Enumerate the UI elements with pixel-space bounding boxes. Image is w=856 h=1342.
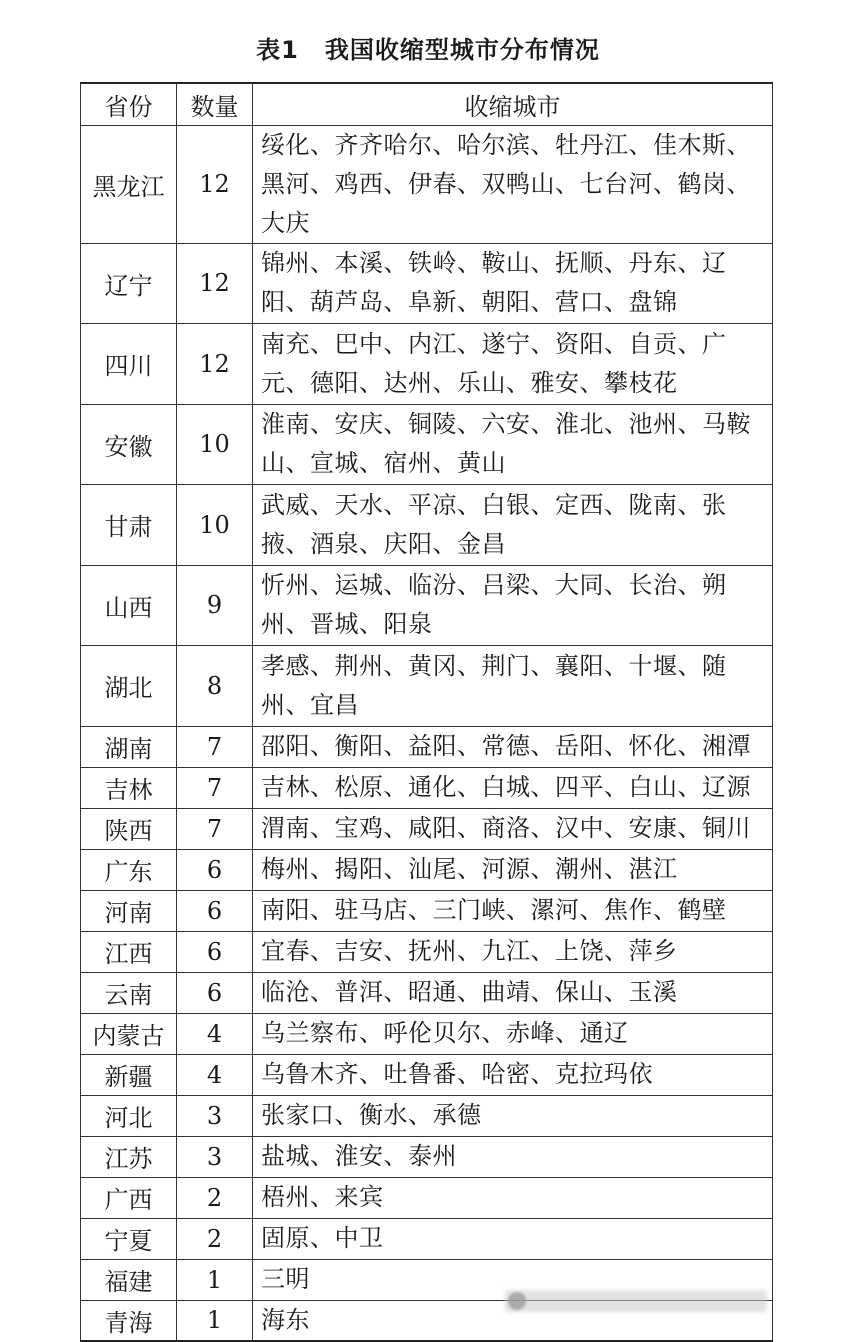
province-cell: 内蒙古 bbox=[81, 1013, 177, 1054]
table-body bbox=[81, 125, 773, 1341]
cities-cell: 忻州、运城、临汾、吕梁、大同、长治、朔州、晋城、阳泉 bbox=[253, 565, 773, 646]
table-row bbox=[81, 243, 773, 324]
province-cell: 陕西 bbox=[81, 808, 177, 849]
province-cell: 湖南 bbox=[81, 726, 177, 767]
province-cell: 青海 bbox=[81, 1300, 177, 1341]
cities-cell: 孝感、荆州、黄冈、荆门、襄阳、十堰、随州、宜昌 bbox=[253, 646, 773, 727]
table-row bbox=[81, 726, 773, 767]
cities-cell: 乌鲁木齐、吐鲁番、哈密、克拉玛依 bbox=[253, 1054, 773, 1095]
table-row bbox=[81, 767, 773, 808]
count-cell: 8 bbox=[177, 646, 253, 727]
count-cell: 1 bbox=[177, 1259, 253, 1300]
table-row bbox=[81, 646, 773, 727]
count-cell: 4 bbox=[177, 1054, 253, 1095]
province-cell: 广西 bbox=[81, 1177, 177, 1218]
count-cell: 10 bbox=[177, 404, 253, 485]
table-row bbox=[81, 125, 773, 243]
count-cell: 6 bbox=[177, 931, 253, 972]
cities-cell: 武威、天水、平凉、白银、定西、陇南、张掖、酒泉、庆阳、金昌 bbox=[253, 485, 773, 566]
province-cell: 宁夏 bbox=[81, 1218, 177, 1259]
cities-cell: 临沧、普洱、昭通、曲靖、保山、玉溪 bbox=[253, 972, 773, 1013]
cities-cell: 张家口、衡水、承德 bbox=[253, 1095, 773, 1136]
table-row bbox=[81, 485, 773, 566]
count-cell: 12 bbox=[177, 125, 253, 243]
table-row bbox=[81, 808, 773, 849]
count-cell: 6 bbox=[177, 890, 253, 931]
province-cell: 湖北 bbox=[81, 646, 177, 727]
table-row bbox=[81, 1177, 773, 1218]
cities-cell: 盐城、淮安、泰州 bbox=[253, 1136, 773, 1177]
count-cell: 6 bbox=[177, 849, 253, 890]
count-cell: 7 bbox=[177, 808, 253, 849]
count-cell: 2 bbox=[177, 1177, 253, 1218]
cities-cell: 南充、巴中、内江、遂宁、资阳、自贡、广元、德阳、达州、乐山、雅安、攀枝花 bbox=[253, 324, 773, 405]
cities-cell: 邵阳、衡阳、益阳、常德、岳阳、怀化、湘潭 bbox=[253, 726, 773, 767]
cities-cell: 锦州、本溪、铁岭、鞍山、抚顺、丹东、辽阳、葫芦岛、阜新、朝阳、营口、盘锦 bbox=[253, 243, 773, 324]
province-cell: 河北 bbox=[81, 1095, 177, 1136]
header-cities: 收缩城市 bbox=[253, 83, 773, 125]
cities-cell: 梧州、来宾 bbox=[253, 1177, 773, 1218]
table-row bbox=[81, 972, 773, 1013]
cities-cell: 绥化、齐齐哈尔、哈尔滨、牡丹江、佳木斯、黑河、鸡西、伊春、双鸭山、七台河、鹤岗、大庆 bbox=[253, 125, 773, 243]
province-cell: 江西 bbox=[81, 931, 177, 972]
cities-cell: 固原、中卫 bbox=[253, 1218, 773, 1259]
header-province: 省份 bbox=[81, 83, 177, 125]
cities-cell: 渭南、宝鸡、咸阳、商洛、汉中、安康、铜川 bbox=[253, 808, 773, 849]
table-row bbox=[81, 931, 773, 972]
province-cell: 安徽 bbox=[81, 404, 177, 485]
count-cell: 7 bbox=[177, 767, 253, 808]
province-cell: 河南 bbox=[81, 890, 177, 931]
table-header bbox=[81, 83, 773, 125]
province-cell: 山西 bbox=[81, 565, 177, 646]
cities-cell: 吉林、松原、通化、白城、四平、白山、辽源 bbox=[253, 767, 773, 808]
table-row bbox=[81, 324, 773, 405]
header-count: 数量 bbox=[177, 83, 253, 125]
table-title bbox=[0, 30, 856, 65]
province-cell: 广东 bbox=[81, 849, 177, 890]
table-row bbox=[81, 404, 773, 485]
province-cell: 四川 bbox=[81, 324, 177, 405]
count-cell: 3 bbox=[177, 1136, 253, 1177]
province-cell: 江苏 bbox=[81, 1136, 177, 1177]
count-cell: 3 bbox=[177, 1095, 253, 1136]
count-cell: 7 bbox=[177, 726, 253, 767]
cities-cell: 乌兰察布、呼伦贝尔、赤峰、通辽 bbox=[253, 1013, 773, 1054]
count-cell: 1 bbox=[177, 1300, 253, 1341]
table-row bbox=[81, 1136, 773, 1177]
province-cell: 福建 bbox=[81, 1259, 177, 1300]
cities-cell: 梅州、揭阳、汕尾、河源、潮州、湛江 bbox=[253, 849, 773, 890]
cities-cell: 淮南、安庆、铜陵、六安、淮北、池州、马鞍山、宣城、宿州、黄山 bbox=[253, 404, 773, 485]
cities-cell: 南阳、驻马店、三门峡、漯河、焦作、鹤壁 bbox=[253, 890, 773, 931]
table-row bbox=[81, 1095, 773, 1136]
province-cell: 吉林 bbox=[81, 767, 177, 808]
table-row bbox=[81, 1054, 773, 1095]
count-cell: 12 bbox=[177, 243, 253, 324]
province-cell: 新疆 bbox=[81, 1054, 177, 1095]
count-cell: 10 bbox=[177, 485, 253, 566]
shrinking-cities-table bbox=[80, 82, 773, 1342]
count-cell: 4 bbox=[177, 1013, 253, 1054]
cities-cell: 海东 bbox=[253, 1300, 773, 1341]
province-cell: 辽宁 bbox=[81, 243, 177, 324]
table-row bbox=[81, 1013, 773, 1054]
cities-cell: 宜春、吉安、抚州、九江、上饶、萍乡 bbox=[253, 931, 773, 972]
table-caption: 我国收缩型城市分布情况 bbox=[324, 36, 600, 64]
table-row bbox=[81, 1218, 773, 1259]
cities-cell: 三明 bbox=[253, 1259, 773, 1300]
table-row bbox=[81, 849, 773, 890]
table-row bbox=[81, 890, 773, 931]
watermark bbox=[505, 1290, 767, 1312]
count-cell: 2 bbox=[177, 1218, 253, 1259]
province-cell: 云南 bbox=[81, 972, 177, 1013]
table-number: 表1 bbox=[256, 36, 299, 64]
watermark-icon bbox=[508, 1292, 526, 1310]
table-row bbox=[81, 565, 773, 646]
province-cell: 甘肃 bbox=[81, 485, 177, 566]
count-cell: 9 bbox=[177, 565, 253, 646]
count-cell: 6 bbox=[177, 972, 253, 1013]
province-cell: 黑龙江 bbox=[81, 125, 177, 243]
count-cell: 12 bbox=[177, 324, 253, 405]
